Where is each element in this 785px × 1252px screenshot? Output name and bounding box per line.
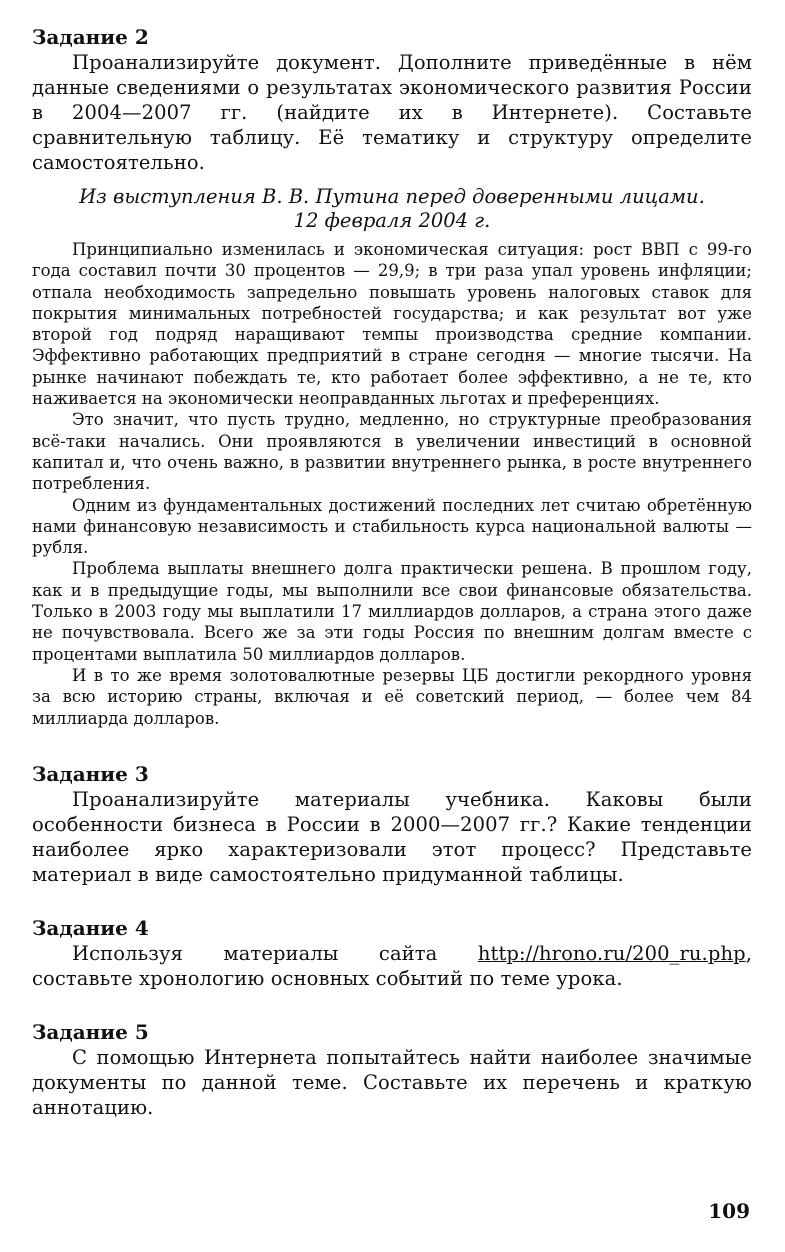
page-number: 109	[708, 1199, 750, 1223]
task-4	[32, 915, 752, 991]
task-3	[32, 761, 752, 887]
task-4-title: Задание 4	[32, 915, 149, 940]
document-heading	[32, 185, 752, 233]
task-2	[32, 24, 752, 175]
hrono-link[interactable]: http://hrono.ru/200_ru.php	[477, 941, 746, 965]
task-4-text-after: , составьте хронологию основных событий по теме урока.	[32, 941, 752, 990]
task-2-title: Задание 2	[32, 25, 149, 49]
task-5-title: Задание 5	[32, 1019, 149, 1044]
document-paragraph: И в то же время золотовалютные резервы ЦБ достигли рекордного уровня за всю историю страны, включая и её советский период, — более чем 84 миллиарда долларов.	[32, 665, 752, 728]
document-paragraph: Проблема выплаты внешнего долга практически решена. В прошлом году, как и в предыдущие годы, мы выполнили все свои финансовые обязательства. Только в 2003 году мы выплатили 17 миллиардов долларов, а страна этого даже не почувствовала. Всего же за эти годы Россия по внешним долгам вместе с процентами выплатила 50 миллиардов долларов.	[32, 559, 752, 664]
task-3-title: Задание 3	[32, 761, 149, 786]
document-paragraph: Принципиально изменилась и экономическая ситуация: рост ВВП с 99-го года составил почти 30 процентов — 29,9; в три раза упал уровень инфляции; отпала необходимость запредельно повышать уровень налоговых ставок для покрытия минимальных потребностей государства; и как результат вот уже второй год подряд наращивают темпы производства средние компании. Эффективно работающих предприятий в стране сегодня — многие тысячи. На рынке начинают побеждать те, кто работает более эффективно, а не те, кто наживается на экономически неоправданных льготах и преференциях.	[32, 240, 752, 409]
document-paragraph: Это значит, что пусть трудно, медленно, но структурные преобразования всё-таки начались. Они проявляются в увеличении инвестиций в основной капитал и, что очень важно, в развитии внутреннего рынка, в росте внутреннего потребления.	[32, 410, 752, 494]
task-4-text-before: Используя материалы сайта	[72, 941, 478, 965]
task-5-text: С помощью Интернета попытайтесь найти наиболее значимые документы по данной теме. Составьте их перечень и краткую аннотацию.	[32, 1045, 752, 1119]
task-3-text: Проанализируйте материалы учебника. Каковы были особенности бизнеса в России в 2000—2007 гг.? Какие тенденции наиболее ярко характеризовали этот процесс? Представьте материал в виде самостоятельно придуманной таблицы.	[32, 787, 752, 886]
document-paragraph: Одним из фундаментальных достижений последних лет считаю обретённую нами финансовую независимость и стабильность курса национальной валюты — рубля.	[32, 495, 752, 558]
document-heading-line-1: Из выступления В. В. Путина перед доверенными лицами.	[79, 185, 705, 208]
textbook-page	[32, 24, 752, 1120]
putin-speech-document	[32, 185, 752, 729]
task-2-text: Проанализируйте документ. Дополните приведённые в нём данные сведениями о результатах экономического развития России в 2004—2007 гг. (найдите их в Интернете). Составьте сравнительную таблицу. Её тематику и структуру определите самостоятельно.	[32, 51, 752, 174]
task-5	[32, 1019, 752, 1120]
task-4-text	[32, 941, 752, 991]
document-heading-line-2: 12 февраля 2004 г.	[293, 209, 491, 232]
